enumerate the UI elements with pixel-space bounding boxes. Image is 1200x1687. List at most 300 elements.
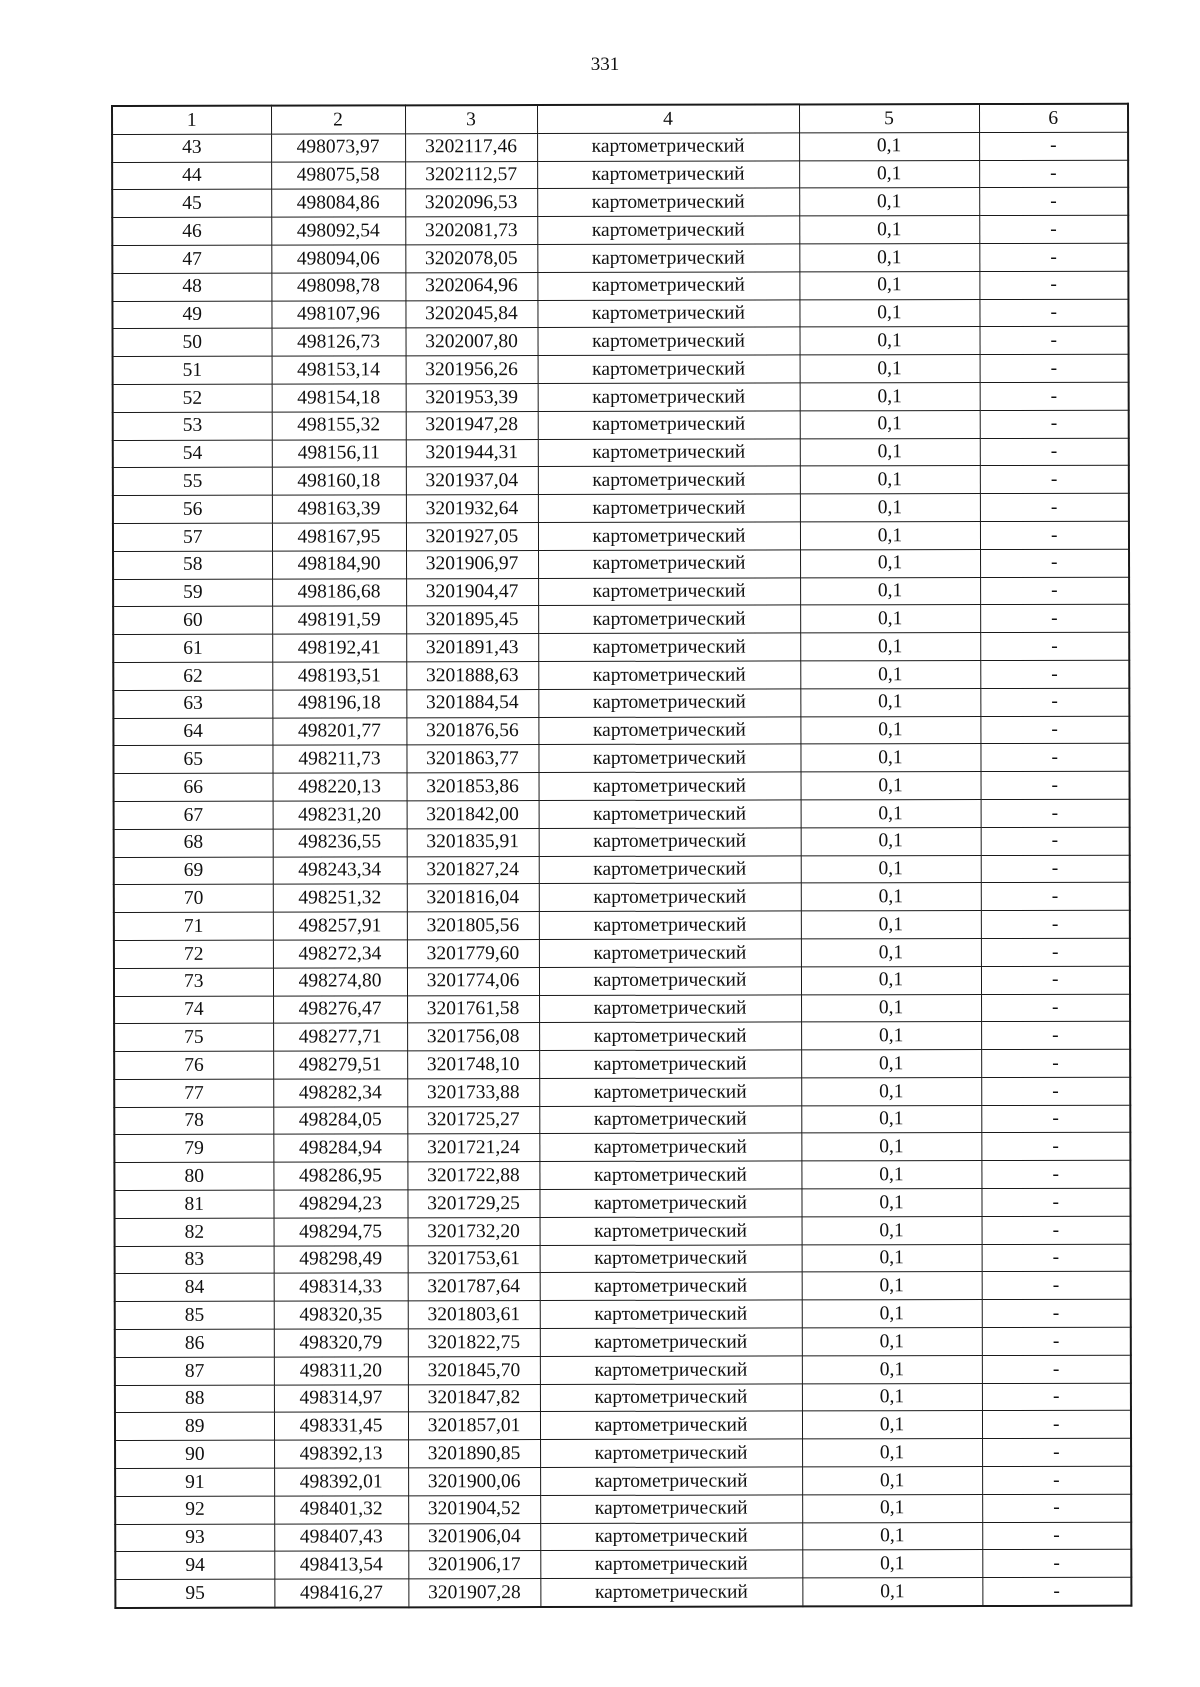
method-cell: картометрический (537, 216, 799, 244)
method-cell: картометрический (539, 1022, 801, 1050)
accuracy-cell: 0,1 (802, 1383, 982, 1411)
description-cell: - (980, 605, 1129, 633)
method-cell: картометрический (540, 1523, 802, 1551)
table-row (113, 327, 1129, 357)
table-row (113, 438, 1129, 468)
table-row (113, 410, 1129, 440)
accuracy-cell: 0,1 (802, 1272, 982, 1300)
y-coordinate-cell: 3201816,04 (407, 884, 539, 912)
description-cell: - (980, 521, 1129, 549)
table-row (114, 883, 1130, 913)
description-cell: - (980, 744, 1129, 772)
table-row (115, 1550, 1131, 1580)
description-cell: - (981, 1133, 1130, 1161)
description-cell: - (980, 577, 1129, 605)
description-cell: - (982, 1216, 1131, 1244)
table-row (113, 632, 1129, 662)
point-number-cell: 83 (115, 1246, 274, 1274)
page-number: 331 (590, 54, 620, 75)
table-row (112, 243, 1128, 273)
table-row (114, 1188, 1130, 1218)
y-coordinate-cell: 3201904,52 (408, 1495, 540, 1523)
point-number-cell: 71 (114, 912, 273, 940)
point-number-cell: 65 (113, 745, 272, 773)
x-coordinate-cell: 498154,18 (272, 384, 406, 412)
point-number-cell: 52 (113, 384, 272, 412)
method-cell: картометрический (538, 661, 800, 689)
y-coordinate-cell: 3201805,56 (407, 912, 539, 940)
description-cell: - (979, 215, 1128, 243)
y-coordinate-cell: 3202096,53 (405, 189, 537, 217)
table-row (115, 1577, 1131, 1608)
x-coordinate-cell: 498272,34 (273, 940, 407, 968)
table-row (114, 771, 1130, 801)
accuracy-cell: 0,1 (799, 299, 979, 327)
column-header: 1 (112, 106, 271, 135)
y-coordinate-cell: 3201721,24 (407, 1134, 539, 1162)
description-cell: - (982, 1327, 1131, 1355)
x-coordinate-cell: 498320,79 (274, 1329, 408, 1357)
accuracy-cell: 0,1 (801, 1105, 981, 1133)
description-cell: - (981, 910, 1130, 938)
point-number-cell: 55 (113, 467, 272, 495)
y-coordinate-cell: 3201876,56 (406, 717, 538, 745)
method-cell: картометрический (539, 828, 801, 856)
description-cell: - (981, 1049, 1130, 1077)
method-cell: картометрический (538, 522, 800, 550)
y-coordinate-cell: 3201774,06 (407, 967, 539, 995)
accuracy-cell: 0,1 (800, 466, 980, 494)
accuracy-cell: 0,1 (802, 1355, 982, 1383)
point-number-cell: 91 (115, 1468, 274, 1496)
x-coordinate-cell: 498392,01 (274, 1468, 408, 1496)
x-coordinate-cell: 498107,96 (271, 300, 405, 328)
y-coordinate-cell: 3201932,64 (406, 495, 538, 523)
accuracy-cell: 0,1 (802, 1550, 982, 1578)
point-number-cell: 84 (115, 1274, 274, 1302)
point-number-cell: 45 (112, 190, 271, 218)
description-cell: - (981, 1188, 1130, 1216)
description-cell: - (981, 771, 1130, 799)
method-cell: картометрический (537, 300, 799, 328)
column-header: 4 (537, 104, 799, 133)
accuracy-cell: 0,1 (799, 188, 979, 216)
method-cell: картометрический (539, 1161, 801, 1189)
x-coordinate-cell: 498274,80 (273, 968, 407, 996)
y-coordinate-cell: 3201857,01 (408, 1412, 540, 1440)
table-row (114, 1021, 1130, 1051)
table-row (113, 354, 1129, 384)
accuracy-cell: 0,1 (800, 410, 980, 438)
accuracy-cell: 0,1 (802, 1216, 982, 1244)
table-row (114, 1077, 1130, 1107)
description-cell: - (980, 438, 1129, 466)
method-cell: картометрический (538, 716, 800, 744)
table-row (114, 910, 1130, 940)
x-coordinate-cell: 498153,14 (272, 356, 406, 384)
description-cell: - (982, 1355, 1131, 1383)
table-row (113, 605, 1129, 635)
point-number-cell: 67 (114, 801, 273, 829)
method-cell: картометрический (538, 633, 800, 661)
x-coordinate-cell: 498243,34 (273, 856, 407, 884)
accuracy-cell: 0,1 (799, 271, 979, 299)
column-header: 5 (799, 104, 979, 133)
point-number-cell: 85 (115, 1301, 274, 1329)
accuracy-cell: 0,1 (800, 605, 980, 633)
point-number-cell: 88 (115, 1385, 274, 1413)
accuracy-cell: 0,1 (799, 132, 979, 160)
point-number-cell: 82 (115, 1218, 274, 1246)
table-row (113, 716, 1129, 746)
table-row (114, 966, 1130, 996)
point-number-cell: 76 (114, 1051, 273, 1079)
accuracy-cell: 0,1 (802, 1578, 982, 1607)
x-coordinate-cell: 498294,75 (274, 1218, 408, 1246)
x-coordinate-cell: 498186,68 (272, 578, 406, 606)
accuracy-cell: 0,1 (801, 1022, 981, 1050)
y-coordinate-cell: 3201895,45 (406, 606, 538, 634)
point-number-cell: 64 (113, 718, 272, 746)
x-coordinate-cell: 498401,32 (274, 1496, 408, 1524)
y-coordinate-cell: 3201906,04 (408, 1523, 540, 1551)
description-cell: - (979, 243, 1128, 271)
accuracy-cell: 0,1 (801, 1077, 981, 1105)
y-coordinate-cell: 3201756,08 (407, 1023, 539, 1051)
y-coordinate-cell: 3202045,84 (405, 300, 537, 328)
table-row (112, 160, 1128, 190)
x-coordinate-cell: 498098,78 (271, 273, 405, 301)
y-coordinate-cell: 3201937,04 (406, 467, 538, 495)
y-coordinate-cell: 3201748,10 (407, 1051, 539, 1079)
y-coordinate-cell: 3201827,24 (407, 856, 539, 884)
table-row (113, 466, 1129, 496)
method-cell: картометрический (538, 689, 800, 717)
x-coordinate-cell: 498392,13 (274, 1440, 408, 1468)
y-coordinate-cell: 3202078,05 (405, 245, 537, 273)
description-cell: - (980, 354, 1129, 382)
y-coordinate-cell: 3201822,75 (408, 1329, 540, 1357)
x-coordinate-cell: 498231,20 (273, 801, 407, 829)
y-coordinate-cell: 3201888,63 (406, 661, 538, 689)
method-cell: картометрический (539, 967, 801, 995)
x-coordinate-cell: 498286,95 (273, 1162, 407, 1190)
table-row (115, 1494, 1131, 1524)
description-cell: - (981, 1077, 1130, 1105)
table-row (115, 1216, 1131, 1246)
description-cell: - (979, 299, 1128, 327)
table-row (114, 1133, 1130, 1163)
y-coordinate-cell: 3201906,97 (406, 550, 538, 578)
table-row (115, 1272, 1131, 1302)
point-number-cell: 57 (113, 523, 272, 551)
coordinates-table (111, 103, 1132, 1609)
point-number-cell: 90 (115, 1440, 274, 1468)
y-coordinate-cell: 3201891,43 (406, 634, 538, 662)
method-cell: картометрический (538, 411, 800, 439)
method-cell: картометрический (539, 772, 801, 800)
method-cell: картометрический (540, 1300, 802, 1328)
accuracy-cell: 0,1 (800, 633, 980, 661)
table-row (113, 577, 1129, 607)
method-cell: картометрический (539, 939, 801, 967)
x-coordinate-cell: 498276,47 (273, 995, 407, 1023)
method-cell: картометрический (540, 1495, 802, 1523)
point-number-cell: 74 (114, 996, 273, 1024)
method-cell: картометрический (540, 1217, 802, 1245)
table-row (114, 855, 1130, 885)
y-coordinate-cell: 3202117,46 (405, 133, 537, 161)
description-cell: - (980, 660, 1129, 688)
y-coordinate-cell: 3201927,05 (406, 522, 538, 550)
y-coordinate-cell: 3201890,85 (408, 1440, 540, 1468)
description-cell: - (980, 716, 1129, 744)
table-row (114, 799, 1130, 829)
x-coordinate-cell: 498311,20 (274, 1357, 408, 1385)
x-coordinate-cell: 498407,43 (274, 1523, 408, 1551)
y-coordinate-cell: 3201884,54 (406, 689, 538, 717)
method-cell: картометрический (538, 439, 800, 467)
accuracy-cell: 0,1 (800, 688, 980, 716)
accuracy-cell: 0,1 (800, 549, 980, 577)
x-coordinate-cell: 498416,27 (274, 1579, 408, 1608)
method-cell: картометрический (540, 1356, 802, 1384)
table-body (112, 132, 1131, 1608)
accuracy-cell: 0,1 (801, 883, 981, 911)
x-coordinate-cell: 498163,39 (272, 495, 406, 523)
table-row (112, 299, 1128, 329)
description-cell: - (981, 827, 1130, 855)
point-number-cell: 62 (113, 662, 272, 690)
accuracy-cell: 0,1 (799, 244, 979, 272)
column-header: 3 (405, 105, 537, 134)
table-row (115, 1383, 1131, 1413)
y-coordinate-cell: 3202064,96 (405, 272, 537, 300)
y-coordinate-cell: 3201787,64 (408, 1273, 540, 1301)
accuracy-cell: 0,1 (800, 438, 980, 466)
description-cell: - (982, 1244, 1131, 1272)
x-coordinate-cell: 498284,05 (273, 1107, 407, 1135)
method-cell: картометрический (539, 883, 801, 911)
point-number-cell: 79 (114, 1135, 273, 1163)
x-coordinate-cell: 498294,23 (273, 1190, 407, 1218)
x-coordinate-cell: 498201,77 (272, 717, 406, 745)
point-number-cell: 80 (114, 1162, 273, 1190)
method-cell: картометрический (540, 1328, 802, 1356)
point-number-cell: 60 (113, 606, 272, 634)
y-coordinate-cell: 3201732,20 (408, 1217, 540, 1245)
point-number-cell: 54 (113, 440, 272, 468)
y-coordinate-cell: 3201803,61 (408, 1301, 540, 1329)
x-coordinate-cell: 498279,51 (273, 1051, 407, 1079)
description-cell: - (981, 883, 1130, 911)
x-coordinate-cell: 498073,97 (271, 134, 405, 162)
point-number-cell: 73 (114, 968, 273, 996)
method-cell: картометрический (540, 1245, 802, 1273)
table-row (115, 1438, 1131, 1468)
table-row (113, 688, 1129, 718)
x-coordinate-cell: 498092,54 (271, 217, 405, 245)
accuracy-cell: 0,1 (801, 855, 981, 883)
point-number-cell: 68 (114, 829, 273, 857)
accuracy-cell: 0,1 (802, 1522, 982, 1550)
accuracy-cell: 0,1 (799, 160, 979, 188)
point-number-cell: 75 (114, 1023, 273, 1051)
table-row (112, 215, 1128, 245)
description-cell: - (981, 1160, 1130, 1188)
method-cell: картометрический (538, 327, 800, 355)
table-row (113, 660, 1129, 690)
x-coordinate-cell: 498191,59 (272, 606, 406, 634)
description-cell: - (982, 1272, 1131, 1300)
x-coordinate-cell: 498193,51 (272, 662, 406, 690)
description-cell: - (982, 1466, 1131, 1494)
point-number-cell: 61 (113, 634, 272, 662)
description-cell: - (980, 688, 1129, 716)
accuracy-cell: 0,1 (800, 660, 980, 688)
x-coordinate-cell: 498298,49 (274, 1246, 408, 1274)
x-coordinate-cell: 498192,41 (272, 634, 406, 662)
table-row (113, 521, 1129, 551)
y-coordinate-cell: 3201845,70 (408, 1356, 540, 1384)
method-cell: картометрический (540, 1384, 802, 1412)
table-row (112, 132, 1128, 162)
point-number-cell: 66 (114, 773, 273, 801)
method-cell: картометрический (539, 911, 801, 939)
x-coordinate-cell: 498413,54 (274, 1551, 408, 1579)
method-cell: картометрический (538, 494, 800, 522)
accuracy-cell: 0,1 (802, 1494, 982, 1522)
x-coordinate-cell: 498155,32 (272, 412, 406, 440)
point-number-cell: 47 (112, 245, 271, 273)
table-row (114, 994, 1130, 1024)
point-number-cell: 43 (112, 134, 271, 162)
point-number-cell: 78 (114, 1107, 273, 1135)
accuracy-cell: 0,1 (801, 994, 981, 1022)
method-cell: картометрический (537, 133, 799, 161)
method-cell: картометрический (538, 466, 800, 494)
method-cell: картометрический (537, 188, 799, 216)
table-row (114, 1105, 1130, 1135)
point-number-cell: 77 (114, 1079, 273, 1107)
table-row (114, 827, 1130, 857)
point-number-cell: 86 (115, 1329, 274, 1357)
description-cell: - (982, 1494, 1131, 1522)
x-coordinate-cell: 498220,13 (273, 773, 407, 801)
point-number-cell: 49 (112, 301, 271, 329)
description-cell: - (982, 1383, 1131, 1411)
x-coordinate-cell: 498160,18 (272, 467, 406, 495)
y-coordinate-cell: 3201842,00 (407, 800, 539, 828)
x-coordinate-cell: 498075,58 (271, 161, 405, 189)
column-header: 6 (979, 104, 1128, 133)
method-cell: картометрический (540, 1550, 802, 1578)
accuracy-cell: 0,1 (802, 1439, 982, 1467)
y-coordinate-cell: 3201947,28 (406, 411, 538, 439)
table-row (113, 382, 1129, 412)
accuracy-cell: 0,1 (800, 382, 980, 410)
description-cell: - (982, 1438, 1131, 1466)
description-cell: - (981, 1021, 1130, 1049)
accuracy-cell: 0,1 (801, 1133, 981, 1161)
table-row (115, 1299, 1131, 1329)
accuracy-cell: 0,1 (801, 1189, 981, 1217)
table-row (114, 938, 1130, 968)
description-cell: - (981, 799, 1130, 827)
description-cell: - (980, 466, 1129, 494)
y-coordinate-cell: 3201722,88 (407, 1162, 539, 1190)
y-coordinate-cell: 3201729,25 (407, 1190, 539, 1218)
point-number-cell: 69 (114, 857, 273, 885)
point-number-cell: 50 (113, 329, 272, 357)
point-number-cell: 93 (115, 1524, 274, 1552)
point-number-cell: 56 (113, 495, 272, 523)
accuracy-cell: 0,1 (802, 1300, 982, 1328)
y-coordinate-cell: 3201733,88 (407, 1078, 539, 1106)
description-cell: - (980, 327, 1129, 355)
description-cell: - (981, 1105, 1130, 1133)
description-cell: - (979, 188, 1128, 216)
accuracy-cell: 0,1 (802, 1411, 982, 1439)
table-row (113, 549, 1129, 579)
point-number-cell: 63 (113, 690, 272, 718)
x-coordinate-cell: 498196,18 (272, 690, 406, 718)
point-number-cell: 92 (115, 1496, 274, 1524)
description-cell: - (979, 132, 1128, 160)
method-cell: картометрический (539, 1078, 801, 1106)
accuracy-cell: 0,1 (801, 911, 981, 939)
method-cell: картометрический (539, 1106, 801, 1134)
column-header: 2 (271, 105, 405, 134)
point-number-cell: 44 (112, 162, 271, 190)
point-number-cell: 58 (113, 551, 272, 579)
table-row (113, 744, 1129, 774)
table-row (115, 1411, 1131, 1441)
table-row (114, 1160, 1130, 1190)
accuracy-cell: 0,1 (800, 494, 980, 522)
y-coordinate-cell: 3201761,58 (407, 995, 539, 1023)
description-cell: - (980, 493, 1129, 521)
x-coordinate-cell: 498094,06 (271, 245, 405, 273)
point-number-cell: 46 (112, 217, 271, 245)
y-coordinate-cell: 3201753,61 (408, 1245, 540, 1273)
y-coordinate-cell: 3201907,28 (408, 1579, 540, 1608)
method-cell: картометрический (537, 244, 799, 272)
y-coordinate-cell: 3201904,47 (406, 578, 538, 606)
method-cell: картометрический (538, 355, 800, 383)
y-coordinate-cell: 3202007,80 (406, 328, 538, 356)
point-number-cell: 48 (112, 273, 271, 301)
method-cell: картометрический (537, 272, 799, 300)
accuracy-cell: 0,1 (801, 772, 981, 800)
method-cell: картометрический (538, 744, 800, 772)
method-cell: картометрический (539, 1133, 801, 1161)
x-coordinate-cell: 498331,45 (274, 1412, 408, 1440)
description-cell: - (980, 632, 1129, 660)
description-cell: - (980, 549, 1129, 577)
accuracy-cell: 0,1 (801, 1050, 981, 1078)
x-coordinate-cell: 498251,32 (273, 884, 407, 912)
method-cell: картометрический (539, 855, 801, 883)
x-coordinate-cell: 498320,35 (274, 1301, 408, 1329)
x-coordinate-cell: 498282,34 (273, 1079, 407, 1107)
x-coordinate-cell: 498167,95 (272, 523, 406, 551)
accuracy-cell: 0,1 (802, 1467, 982, 1495)
accuracy-cell: 0,1 (801, 938, 981, 966)
x-coordinate-cell: 498277,71 (273, 1023, 407, 1051)
point-number-cell: 87 (115, 1357, 274, 1385)
point-number-cell: 94 (115, 1552, 274, 1580)
